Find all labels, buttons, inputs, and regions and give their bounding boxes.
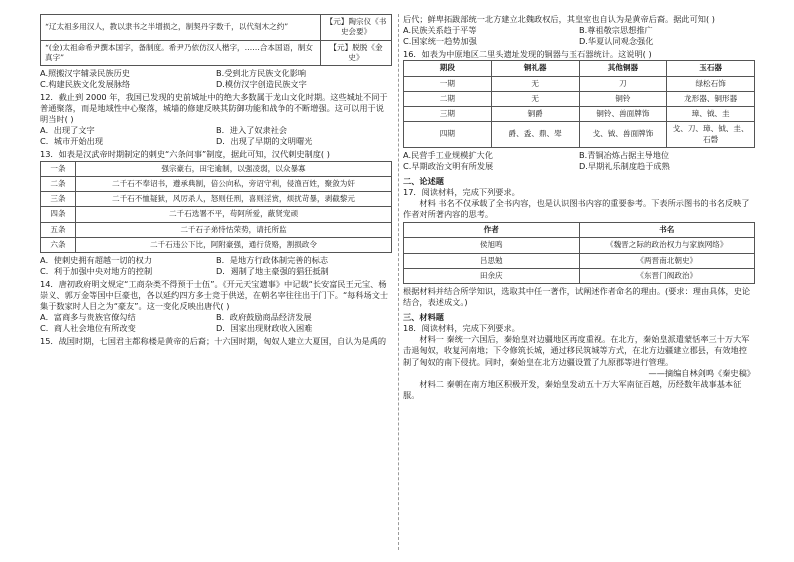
q13-key-6: 六条: [41, 237, 76, 252]
table-row: [404, 253, 755, 268]
table-row: [41, 40, 392, 66]
table-cell: 四期: [404, 122, 492, 148]
q13-key-4: 四条: [41, 207, 76, 222]
column-divider: [398, 14, 399, 550]
table-cell: 一期: [404, 76, 492, 91]
q14-option-b[interactable]: B．政府鼓励商品经济发展: [216, 312, 312, 323]
q12-options: [40, 125, 392, 147]
table-cell: 无: [491, 76, 579, 91]
q12-option-c[interactable]: C．城市开始出现: [40, 136, 104, 147]
table-row: [404, 122, 755, 148]
q11-quote-1: “辽太祖多用汉人，教以隶书之半增损之，制契丹字数千，以代刻木之约”: [41, 15, 321, 41]
q17-task: 根据材料并结合所学知识，选取其中任一著作，试阐述作者命名的理由。(要求：理由具体，史论结合，表述成文。): [403, 286, 751, 308]
q17-header-title: 书名: [579, 223, 755, 238]
q13-key-2: 二条: [41, 176, 76, 191]
table-row: [41, 15, 392, 41]
q13-key-3: 三条: [41, 192, 76, 207]
q12-option-b[interactable]: B．进入了奴隶社会: [216, 125, 288, 136]
q11-options: [40, 68, 392, 90]
q14-options: [40, 312, 392, 334]
q15-option-a[interactable]: A.民族关系趋于平等: [403, 25, 477, 36]
q13-val-5: 二千石子弟恃怙荣势，请托所监: [76, 222, 392, 237]
left-column: [40, 14, 392, 348]
table-row: [404, 268, 755, 283]
q12-option-a[interactable]: A．出现了文字: [40, 125, 95, 136]
q13-table: [40, 161, 392, 254]
section-heading-material: 三、材料题: [403, 312, 444, 323]
q14-stem: 14．唐初政府明文规定“工商杂类不得预于士伍”。《开元天宝遗事》中记载“长安富民王元宝、杨崇义、郭万金等国中巨豪也，各以延约四方多士竞于供送，在朝名宰往往出于门下。“每科场文士集于数家时人目之为“豪友”。这一变化反映出唐代( ): [40, 279, 389, 312]
q15-stem-left: 15．战国时期，七国君主都称楼是黄帝的后裔；十六国时期，匈奴人建立大夏国，自认为是禹的: [40, 336, 387, 347]
table-cell: 铜铃、兽面牌饰: [579, 107, 667, 122]
table-cell: 《东晋门阀政治》: [579, 268, 755, 283]
q11-option-b[interactable]: B.受到北方民族文化影响: [216, 68, 307, 78]
q11-option-c[interactable]: C.构建民族文化发展脉络: [40, 79, 131, 90]
q13-options: [40, 255, 392, 277]
q13-val-2: 二千石不奉诏书，遵承典制，倍公向私，旁诏守利，侵渔百姓，聚敛为奸: [76, 176, 392, 191]
q11-option-a[interactable]: A.照搬汉字辅录民族历史: [40, 68, 130, 78]
table-cell: 铜爵: [491, 107, 579, 122]
right-column: [403, 14, 755, 401]
q16-header-1: 期段: [404, 61, 492, 76]
q16-stem: 16．如表为中原地区二里头遗址发现的铜器与玉石器统计。这说明( ): [403, 49, 652, 60]
q17-header-author: 作者: [404, 223, 580, 238]
table-cell: 田余庆: [404, 268, 580, 283]
q16-header-2: 铜礼器: [491, 61, 579, 76]
q16-option-d[interactable]: D.早期礼乐制度趋于成熟: [579, 160, 670, 171]
table-row: [41, 237, 392, 252]
table-cell: 《魏晋之际的政治权力与家族网络》: [579, 238, 755, 253]
q13-val-3: 二千石不恤疑狱，风厉杀人，怒则任刑，喜则淫赏，烦扰苛暴，剥截黎元: [76, 192, 392, 207]
table-cell: 龙形器、铜形器: [667, 91, 755, 106]
q15-stem-right: 后代；鲜卑拓跋部统一北方建立北魏政权后，其皇室也自认为是黄帝后裔。据此可知( ): [403, 14, 715, 24]
q13-option-c[interactable]: C．利于加强中央对地方的控制: [40, 266, 153, 277]
q14-option-a[interactable]: A．富商多与贵族官僚勾结: [40, 312, 136, 323]
table-cell: 璋、钺、圭: [667, 107, 755, 122]
q18-material-2: 材料二 秦朝在南方地区积极开发，秦始皇发动五十万大军南征百越，历经数年战事基本征服。: [403, 378, 742, 400]
table-header-row: [404, 223, 755, 238]
q17-table: [403, 222, 755, 284]
q15-option-b[interactable]: B.尊祖敬宗思想推广: [579, 25, 653, 36]
table-row: [41, 222, 392, 237]
q14-option-d[interactable]: D．国家出现财政收入困难: [216, 323, 313, 334]
table-row: [404, 107, 755, 122]
table-row: [41, 207, 392, 222]
table-header-row: [404, 61, 755, 76]
q13-option-d[interactable]: D．遏制了地主豪强的猖狂抵制: [216, 266, 329, 277]
q13-val-1: 强宗豪右，田宅逾制，以强凌弱，以众暴寡: [76, 161, 392, 176]
q16-options: [403, 150, 755, 172]
q12-option-d[interactable]: D．出现了早期的文明曙光: [216, 136, 313, 147]
q18-material-1: 材料一 秦统一六国后，秦始皇对边疆地区再度重视。在北方，秦始皇派遣蒙恬率三十万大军击退匈奴，收复河南地；下令修筑长城，通过移民筑城等方式，在北方边疆建立郡县，有效地控制了匈奴的南下侵扰。同时，秦始皇在北方边疆设置了九原郡等进行管理。: [403, 334, 750, 367]
q16-option-c[interactable]: C.早期政治文明有所发展: [403, 160, 494, 171]
table-cell: 刀: [579, 76, 667, 91]
table-cell: 吕思勉: [404, 253, 580, 268]
q11-source-2: 【元】脱脱《金史》: [321, 40, 392, 66]
q15-option-d[interactable]: D.华夏认同观念强化: [579, 36, 654, 47]
table-cell: 铜铃: [579, 91, 667, 106]
q17-stem: 17．阅读材料，完成下列要求。: [403, 186, 520, 197]
q13-option-b[interactable]: B．是地方行政体制完善的标志: [216, 255, 329, 265]
q13-stem: 13．如表是汉武帝时期制定的刺史“六条问事”制度，据此可知，汉代刺史制度( ): [40, 149, 330, 160]
table-row: [41, 176, 392, 191]
q15-options: [403, 25, 755, 47]
table-cell: 二期: [404, 91, 492, 106]
table-row: [41, 192, 392, 207]
q13-key-5: 五条: [41, 222, 76, 237]
q16-header-4: 玉石器: [667, 61, 755, 76]
q16-option-b[interactable]: B.青铜冶炼占据主导地位: [579, 149, 670, 160]
table-row: [404, 91, 755, 106]
table-cell: 无: [491, 91, 579, 106]
table-cell: 三期: [404, 107, 492, 122]
q14-option-c[interactable]: C．商人社会地位有所改变: [40, 323, 136, 334]
q16-option-a[interactable]: A.民营手工业规模扩大化: [403, 149, 493, 160]
table-cell: 戈、钺、兽面牌饰: [579, 122, 667, 148]
table-row: [404, 238, 755, 253]
q11-source-table: [40, 14, 392, 66]
table-cell: 戈、刀、璋、钺、圭、石磬: [667, 122, 755, 148]
q11-quote-2: “(金)太祖命希尹撰本国字，备制度。希尹乃依仿汉人楷字，……合本国语，制女真字”: [41, 40, 321, 66]
q16-table: [403, 60, 755, 148]
q11-source-1: 【元】陶宗仪《书史会要》: [321, 15, 392, 41]
section-heading-essay: 二、论述题: [403, 175, 444, 186]
q18-material-1-source: ——摘编自林剑鸣《秦史稿》: [648, 367, 755, 378]
q16-header-3: 其他铜器: [579, 61, 667, 76]
q13-option-a[interactable]: A．使刺史拥有超越一切的权力: [40, 255, 153, 265]
table-row: [404, 76, 755, 91]
q11-option-d[interactable]: D.模仿汉字创造民族文字: [216, 79, 307, 90]
q13-key-1: 一条: [41, 161, 76, 176]
table-cell: 《两晋南北朝史》: [579, 253, 755, 268]
q13-val-4: 二千石选署不平，苟阿所爱，蔽贤宠顽: [76, 207, 392, 222]
table-cell: 绿松石饰: [667, 76, 755, 91]
q17-material: 材料 书名不仅承载了全书内容，也是认识图书内容的重要参考。下表所示图书的书名反映了作者对所著内容的思考。: [403, 198, 750, 220]
q18-stem: 18．阅读材料，完成下列要求。: [403, 323, 520, 334]
table-cell: 爵、盉、鼎、斝: [491, 122, 579, 148]
q13-val-6: 二千石违公下比，阿附豪强，通行货赂，割损政令: [76, 237, 392, 252]
table-row: [41, 161, 392, 176]
q12-stem: 12．截止到 2000 年，我国已发现的史前城址中的绝大多数属于龙山文化时期。这些城址不同于普通聚落，而是地域性中心聚落，城墙的修建反映其防御功能和战争的不断增强。这可以用于说明当时( ): [40, 92, 388, 125]
q15-option-c[interactable]: C.国家统一趋势加强: [403, 36, 477, 47]
table-cell: 侯旭鸣: [404, 238, 580, 253]
